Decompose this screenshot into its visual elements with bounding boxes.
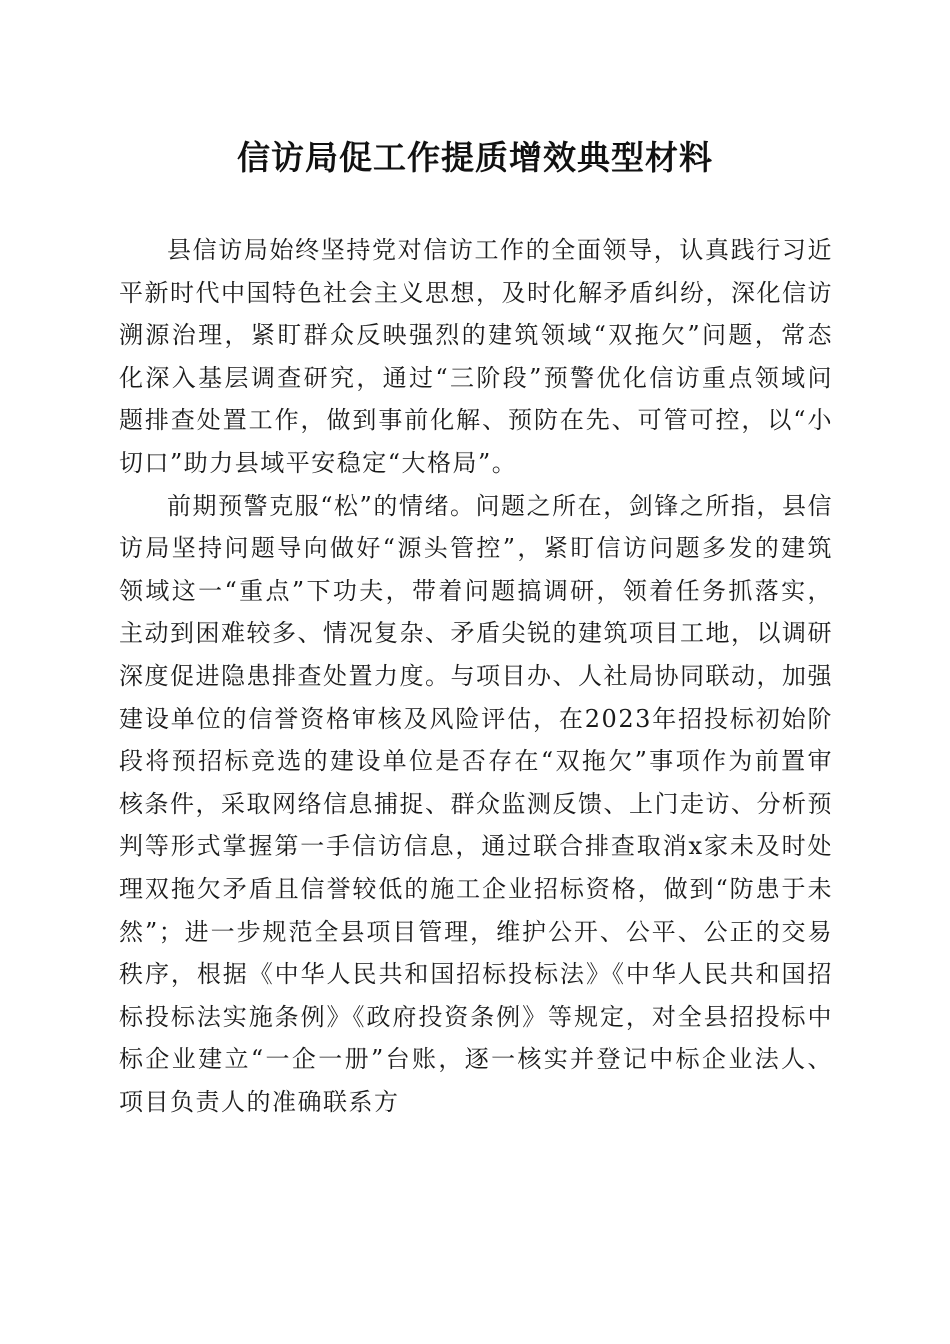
- paragraph-early-warning: 前期预警克服“松”的情绪。问题之所在，剑锋之所指，县信访局坚持问题导向做好“源头管控”，紧盯信访问题多发的建筑领域这一“重点”下功夫，带着问题搞调研，领着任务抓落实，主动到困难较多、情况复杂、矛盾尖锐的建筑项目工地，以调研深度促进隐患排查处置力度。与项目办、人社局协同联动，加强建设单位的信誉资格审核及风险评估，在2023年招投标初始阶段将预招标竞选的建设单位是否存在“双拖欠”事项作为前置审核条件，采取网络信息捕捉、群众监测反馈、上门走访、分析预判等形式掌握第一手信访信息，通过联合排查取消x家未及时处理双拖欠矛盾且信誉较低的施工企业招标资格，做到“防患于未然”；进一步规范全县项目管理，维护公开、公平、公正的交易秩序，根据《中华人民共和国招标投标法》《中华人民共和国招标投标法实施条例》《政府投资条例》等规定，对全县招投标中标企业建立“一企一册”台账，逐一核实并登记中标企业法人、项目负责人的准确联系方: [119, 491, 833, 1116]
- paragraph-intro: 县信访局始终坚持党对信访工作的全面领导，认真践行习近平新时代中国特色社会主义思想，及时化解矛盾纠纷，深化信访溯源治理，紧盯群众反映强烈的建筑领域“双拖欠”问题，常态化深入基层调查研究，通过“三阶段”预警优化信访重点领域问题排查处置工作，做到事前化解、预防在先、可管可控，以“小切口”助力县域平安稳定“大格局”。: [119, 236, 833, 477]
- document-title: 信访局促工作提质增效典型材料: [237, 138, 713, 177]
- document-body: [119, 229, 833, 1123]
